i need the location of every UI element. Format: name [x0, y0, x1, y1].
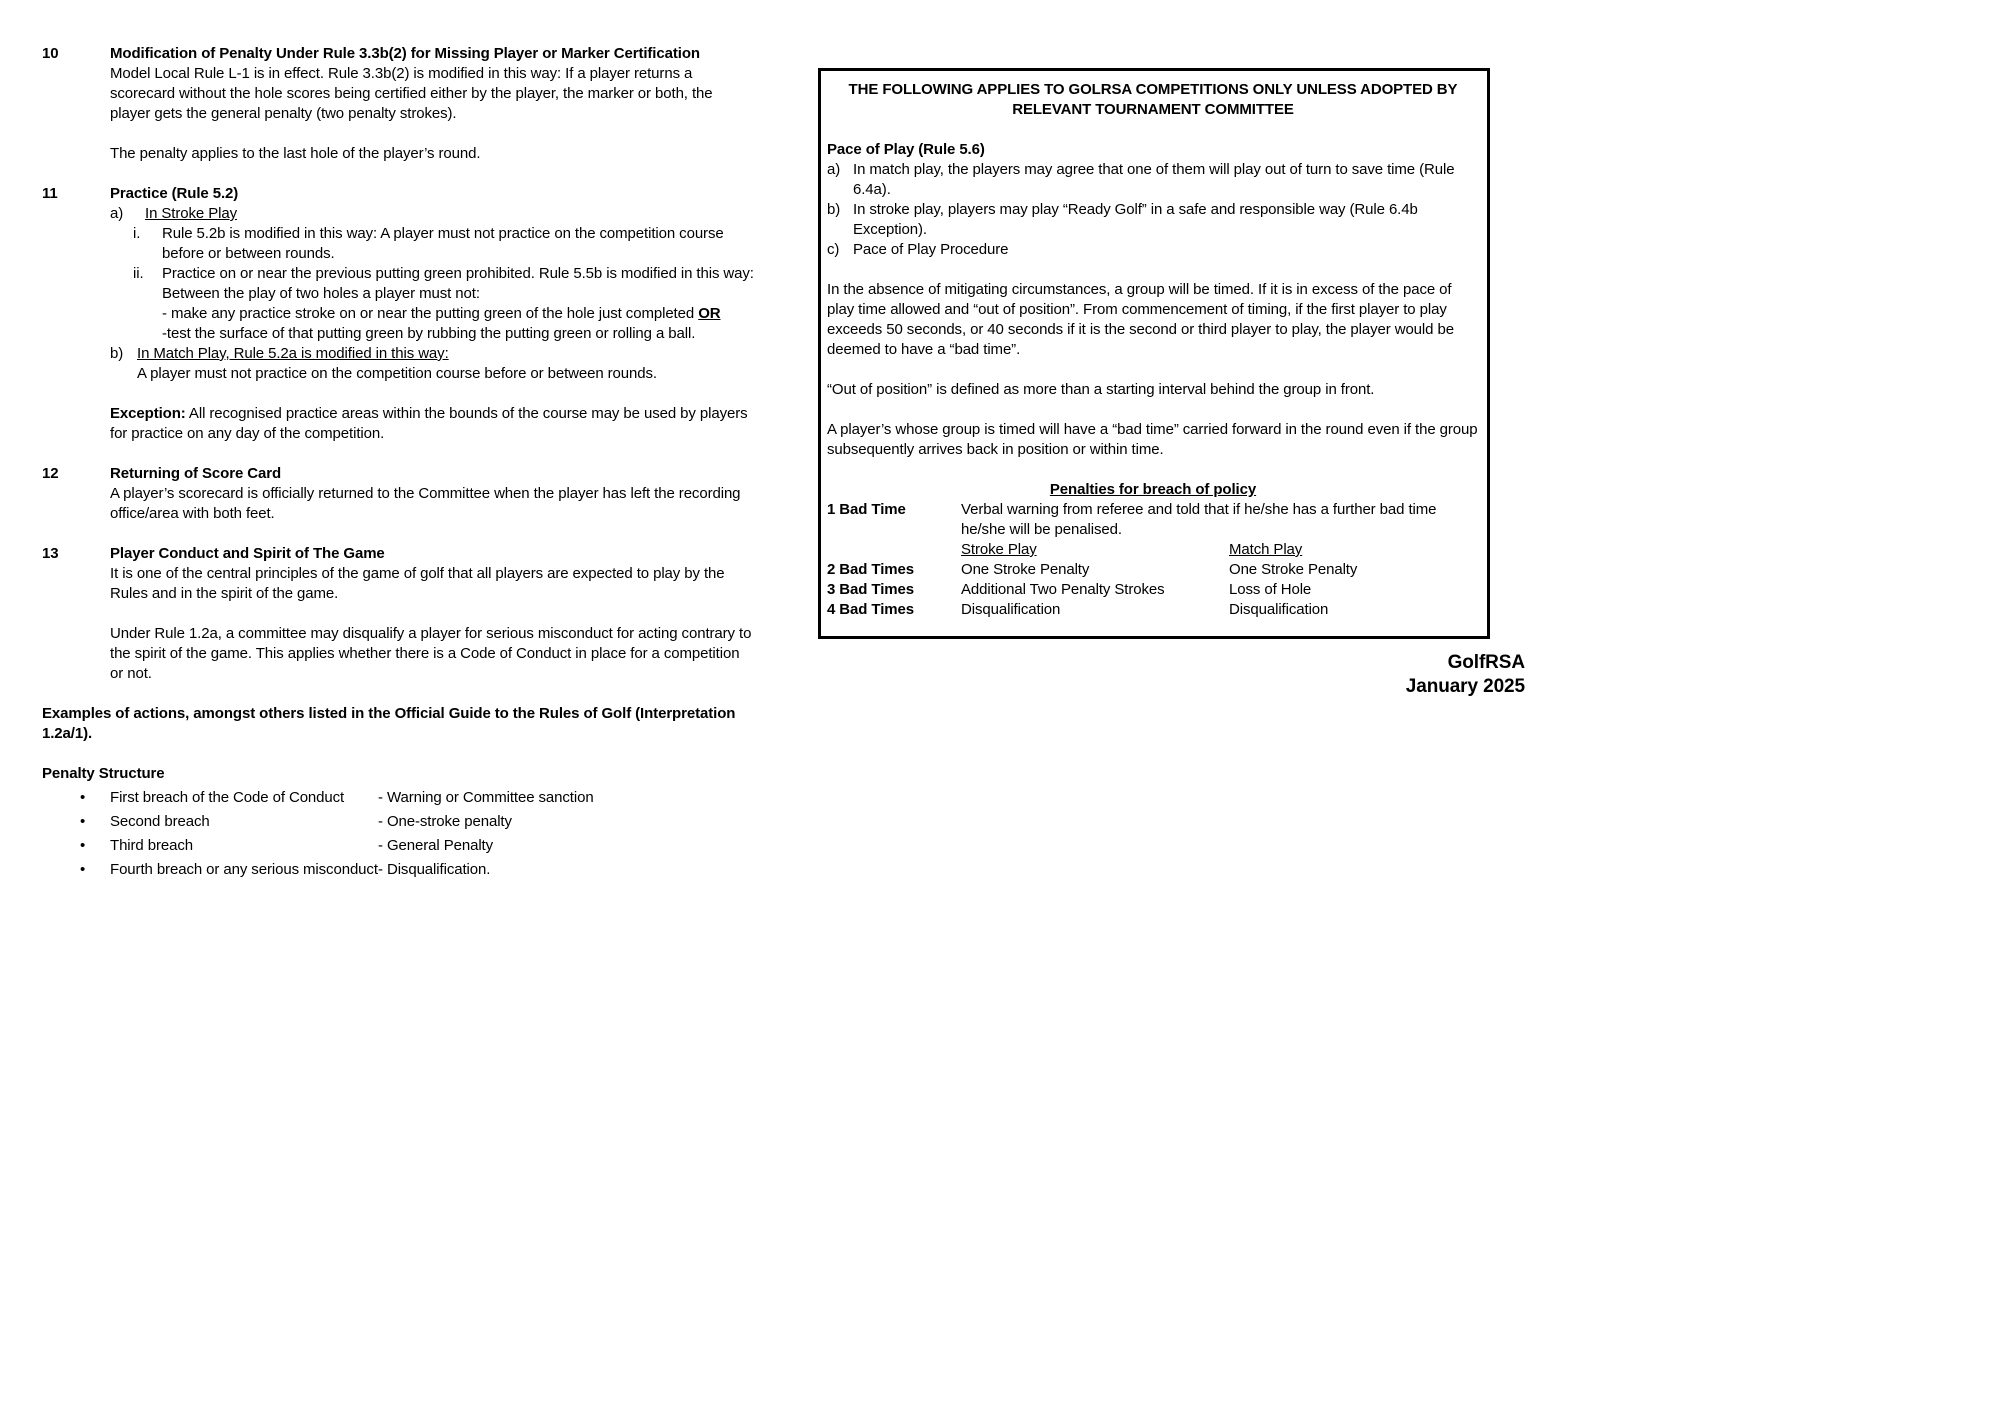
subsection-label: b)	[110, 345, 124, 362]
breach-penalty: - One-stroke penalty	[378, 813, 512, 830]
bullet-icon: •	[80, 789, 86, 806]
empty-cell	[827, 540, 961, 560]
paragraph: “Out of position” is defined as more than a starting interval behind the group in front.	[827, 381, 1375, 398]
pace-of-play-title: Pace of Play (Rule 5.6)	[827, 141, 985, 158]
exception-text: All recognised practice areas within the bounds of the course may be used by players for practice on any day of the competition.	[110, 405, 748, 442]
paragraph-group	[162, 264, 756, 344]
bullet-icon: •	[80, 837, 86, 854]
section-body	[110, 464, 756, 524]
penalty-item	[80, 836, 756, 856]
document-date: January 2025	[1405, 676, 1525, 697]
column-header-text: Match Play	[1229, 541, 1303, 558]
roman-label: i.	[133, 225, 141, 242]
stroke-play-penalty: Additional Two Penalty Strokes	[961, 581, 1165, 598]
paragraph: A player must not practice on the competition course before or between rounds.	[137, 365, 657, 382]
paragraph: It is one of the central principles of the game of golf that all players are expected to play by the Rules and in the spirit of the game.	[110, 565, 725, 602]
column-header-stroke-play	[961, 540, 1229, 560]
document-footer	[818, 651, 1525, 699]
roman-label: ii.	[133, 265, 144, 282]
item-text: In stroke play, players may play “Ready Golf” in a safe and responsible way (Rule 6.4b Exception).	[853, 201, 1418, 238]
section-12	[42, 464, 756, 524]
bad-time-label: 1 Bad Time	[827, 501, 906, 518]
match-play-penalty: One Stroke Penalty	[1229, 561, 1358, 578]
paragraph: A player’s whose group is timed will have a “bad time” carried forward in the round even if the group subsequently arrives back in position or within time.	[827, 421, 1478, 458]
item-label: b)	[827, 201, 841, 218]
pace-item-a	[827, 160, 1479, 200]
penalty-structure-list	[42, 788, 756, 880]
paragraph: A player’s scorecard is officially returned to the Committee when the player has left the recording office/area with both feet.	[110, 485, 741, 522]
section-body	[110, 184, 756, 444]
column-header-match-play	[1229, 540, 1479, 560]
breach-penalty: - Disqualification.	[378, 861, 491, 878]
subsection-label: a)	[110, 205, 124, 222]
breach-label: Fourth breach or any serious misconduct	[110, 861, 378, 878]
paragraph: Practice on or near the previous putting green prohibited. Rule 5.5b is modified in this way: Between the play of two holes a player must not:	[162, 265, 754, 302]
section-number: 10	[42, 45, 59, 62]
section-body	[110, 544, 756, 684]
roman-item-i	[133, 224, 756, 264]
section-title: Modification of Penalty Under Rule 3.3b(2) for Missing Player or Marker Certification	[110, 45, 700, 62]
breach-label: Second breach	[110, 813, 210, 830]
bad-time-label: 3 Bad Times	[827, 581, 914, 598]
item-text: Pace of Play Procedure	[853, 241, 1009, 258]
stroke-play-penalty: One Stroke Penalty	[961, 561, 1090, 578]
exception-label: Exception:	[110, 405, 186, 422]
item-label: c)	[827, 241, 840, 258]
paragraph: Model Local Rule L-1 is in effect. Rule 3.3b(2) is modified in this way: If a player returns a scorecard without the hole scores being certified either by the player, the marker or both, the player gets the general penalty (two penalty strokes).	[110, 65, 713, 122]
roman-list	[133, 224, 756, 344]
box-header: THE FOLLOWING APPLIES TO GOLRSA COMPETITIONS ONLY UNLESS ADOPTED BY RELEVANT TOURNAMENT COMMITTEE	[848, 81, 1458, 118]
section-title: Practice (Rule 5.2)	[110, 185, 239, 202]
penalty-structure-title: Penalty Structure	[42, 765, 165, 782]
section-11	[42, 184, 756, 444]
brand-name: GolfRSA	[1447, 652, 1525, 673]
right-column	[818, 68, 1525, 699]
section-10	[42, 44, 756, 164]
penalties-title: Penalties for breach of policy	[1049, 481, 1257, 498]
section-title: Returning of Score Card	[110, 465, 282, 482]
roman-item-ii	[133, 264, 756, 344]
competition-rules-box	[818, 68, 1490, 639]
bad-time-label: 2 Bad Times	[827, 561, 914, 578]
section-number: 11	[42, 185, 58, 202]
item-text: In match play, the players may agree that one of them will play out of turn to save time (Rule 6.4a).	[853, 161, 1455, 198]
pace-item-b	[827, 200, 1479, 240]
paragraph: The penalty applies to the last hole of the player’s round.	[110, 145, 481, 162]
examples-line: Examples of actions, amongst others listed in the Official Guide to the Rules of Golf (Interpretation 1.2a/1).	[42, 705, 736, 742]
paragraph: In the absence of mitigating circumstances, a group will be timed. If it is in excess of the pace of play time allowed and “out of position”. From commencement of timing, if the first player to play exceeds 50 seconds, or 40 seconds if it is the second or third player to play, the player would be deemed to have a “bad time”.	[827, 281, 1454, 358]
section-title: Player Conduct and Spirit of The Game	[110, 545, 385, 562]
match-play-penalty: Disqualification	[1229, 601, 1329, 618]
subsection-b	[110, 344, 756, 384]
paragraph: Rule 5.2b is modified in this way: A player must not practice on the competition course before or between rounds.	[162, 225, 724, 262]
section-number: 13	[42, 545, 59, 562]
subsection-a	[110, 204, 756, 224]
match-play-penalty: Loss of Hole	[1229, 581, 1312, 598]
bullet-icon: •	[80, 861, 86, 878]
stroke-play-penalty: Disqualification	[961, 601, 1061, 618]
bad-time-text: Verbal warning from referee and told that if he/she has a further bad time he/she will be penalised.	[961, 501, 1437, 538]
paragraph	[162, 304, 756, 324]
paragraph: Under Rule 1.2a, a committee may disqualify a player for serious misconduct for acting contrary to the spirit of the game. This applies whether there is a Code of Conduct in place for a competition or not.	[110, 625, 752, 682]
paragraph: -test the surface of that putting green by rubbing the putting green or rolling a ball.	[162, 325, 696, 342]
breach-label: First breach of the Code of Conduct	[110, 789, 345, 806]
emphasis-or: OR	[698, 305, 721, 322]
column-header-text: Stroke Play	[961, 541, 1037, 558]
pace-item-c	[827, 240, 1479, 260]
section-number: 12	[42, 465, 59, 482]
left-column	[42, 44, 756, 880]
breach-penalty: - Warning or Committee sanction	[378, 789, 594, 806]
section-13	[42, 544, 756, 684]
subsection-body	[137, 344, 756, 384]
section-body	[110, 44, 756, 164]
penalty-item	[80, 860, 756, 880]
breach-penalty: - General Penalty	[378, 837, 494, 854]
subsection-title: In Stroke Play	[145, 205, 237, 222]
penalty-item	[80, 788, 756, 808]
penalties-table	[827, 500, 1479, 620]
breach-label: Third breach	[110, 837, 194, 854]
exception-paragraph	[110, 404, 756, 444]
bad-time-label: 4 Bad Times	[827, 601, 914, 618]
text-segment: - make any practice stroke on or near the putting green of the hole just completed	[162, 305, 699, 322]
penalty-item	[80, 812, 756, 832]
item-label: a)	[827, 161, 841, 178]
subsection-title: In Match Play, Rule 5.2a is modified in this way:	[137, 345, 449, 362]
bullet-icon: •	[80, 813, 86, 830]
